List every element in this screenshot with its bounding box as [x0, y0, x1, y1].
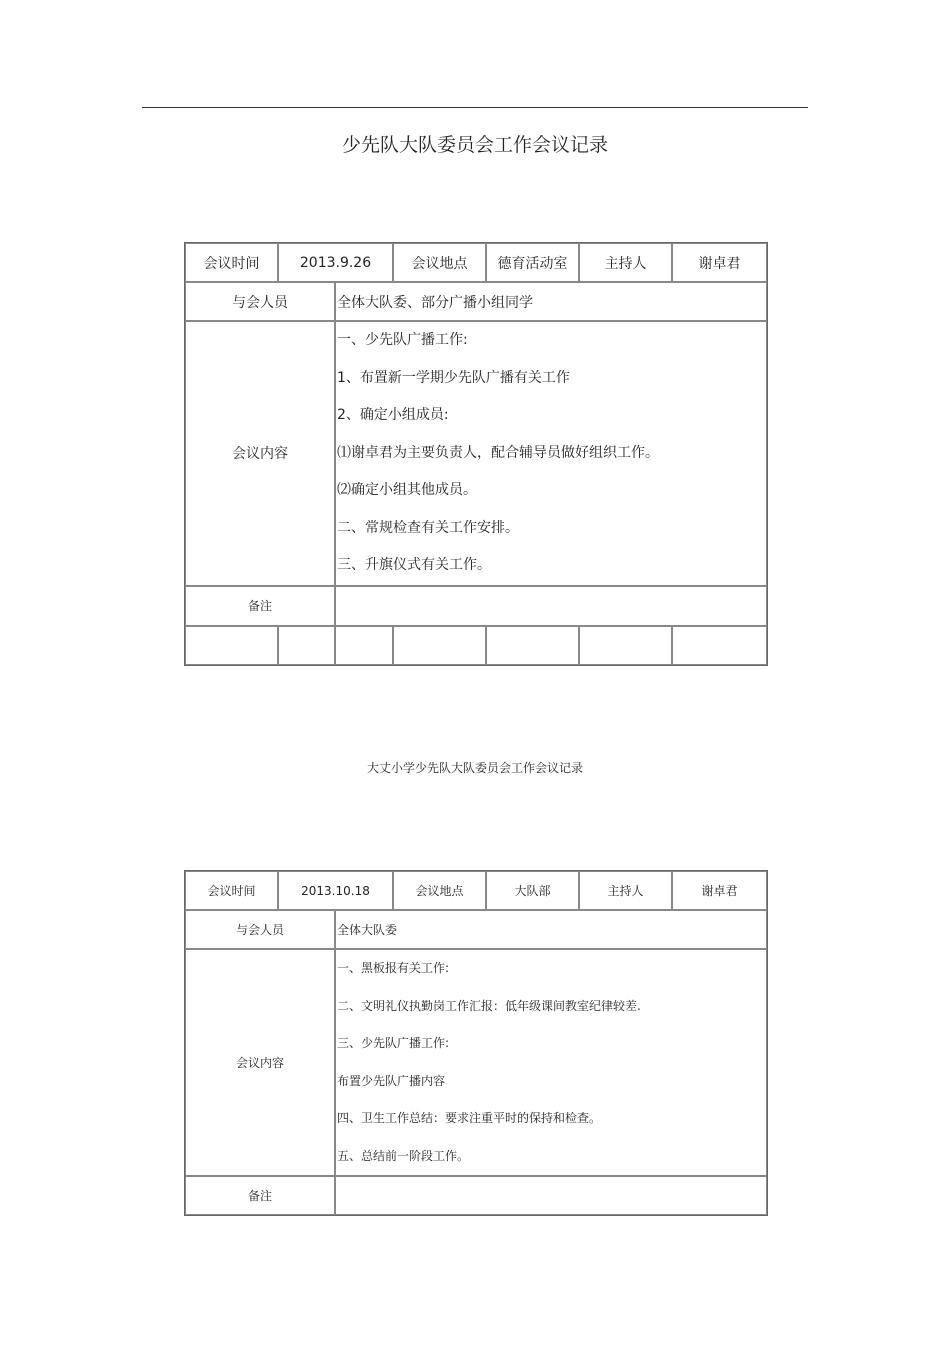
empty-cell — [579, 626, 672, 665]
time-label: 会议时间 — [185, 871, 278, 910]
content-label: 会议内容 — [185, 949, 335, 1176]
empty-cell — [185, 626, 278, 665]
attendees-label: 与会人员 — [185, 282, 335, 321]
meeting-record-table-2 — [184, 870, 768, 1216]
content-line: 布置少先队广播内容 — [337, 1073, 446, 1088]
remarks-value — [335, 586, 767, 626]
content-label: 会议内容 — [185, 321, 335, 586]
content-line: 二、文明礼仪执勤岗工作汇报：低年级课间教室纪律较差. — [337, 998, 641, 1013]
section-title: 大丈小学少先队大队委员会工作会议记录 — [366, 761, 583, 775]
remarks-label: 备注 — [185, 1176, 335, 1215]
time-value: 2013.9.26 — [278, 243, 393, 282]
content-line: 三、少先队广播工作: — [337, 1036, 450, 1050]
meeting-record-table-1 — [184, 242, 768, 666]
content-line: 四、卫生工作总结：要求注重平时的保持和检查。 — [337, 1111, 602, 1125]
host-label: 主持人 — [579, 243, 672, 282]
empty-cell — [335, 626, 393, 665]
place-value: 大队部 — [486, 871, 579, 910]
empty-cell — [672, 626, 767, 665]
empty-cell — [278, 626, 335, 665]
time-label: 会议时间 — [185, 243, 278, 282]
place-label: 会议地点 — [393, 871, 486, 910]
attendees-value: 全体大队委、部分广播小组同学 — [335, 282, 767, 321]
content-line: 二、常规检查有关工作安排。 — [337, 519, 519, 536]
content-line: 五、总结前一阶段工作。 — [337, 1148, 470, 1163]
attendees-label: 与会人员 — [185, 910, 335, 949]
remarks-value — [335, 1176, 767, 1215]
empty-cell — [486, 626, 579, 665]
place-value: 德育活动室 — [486, 243, 579, 282]
page-title: 少先队大队委员会工作会议记录 — [341, 134, 608, 156]
host-label: 主持人 — [579, 871, 672, 910]
host-value: 谢卓君 — [672, 871, 767, 910]
content-lines — [335, 949, 767, 1176]
host-value: 谢卓君 — [672, 243, 767, 282]
remarks-label: 备注 — [185, 586, 335, 626]
empty-cell — [393, 626, 486, 665]
content-line: 1、布置新一学期少先队广播有关工作 — [337, 369, 570, 386]
content-line: 2、确定小组成员: — [337, 407, 449, 423]
content-line: ⑵确定小组其他成员。 — [337, 482, 477, 498]
content-line: 一、黑板报有关工作: — [337, 961, 450, 975]
content-line: 三、升旗仪式有关工作。 — [337, 557, 491, 573]
header-rule — [142, 107, 808, 108]
content-line: 一、少先队广播工作: — [337, 332, 468, 348]
attendees-value: 全体大队委 — [335, 910, 767, 949]
place-label: 会议地点 — [393, 243, 486, 282]
content-line: ⑴谢卓君为主要负责人，配合辅导员做好组织工作。 — [337, 444, 659, 461]
time-value: 2013.10.18 — [278, 871, 393, 910]
content-lines — [335, 321, 767, 586]
